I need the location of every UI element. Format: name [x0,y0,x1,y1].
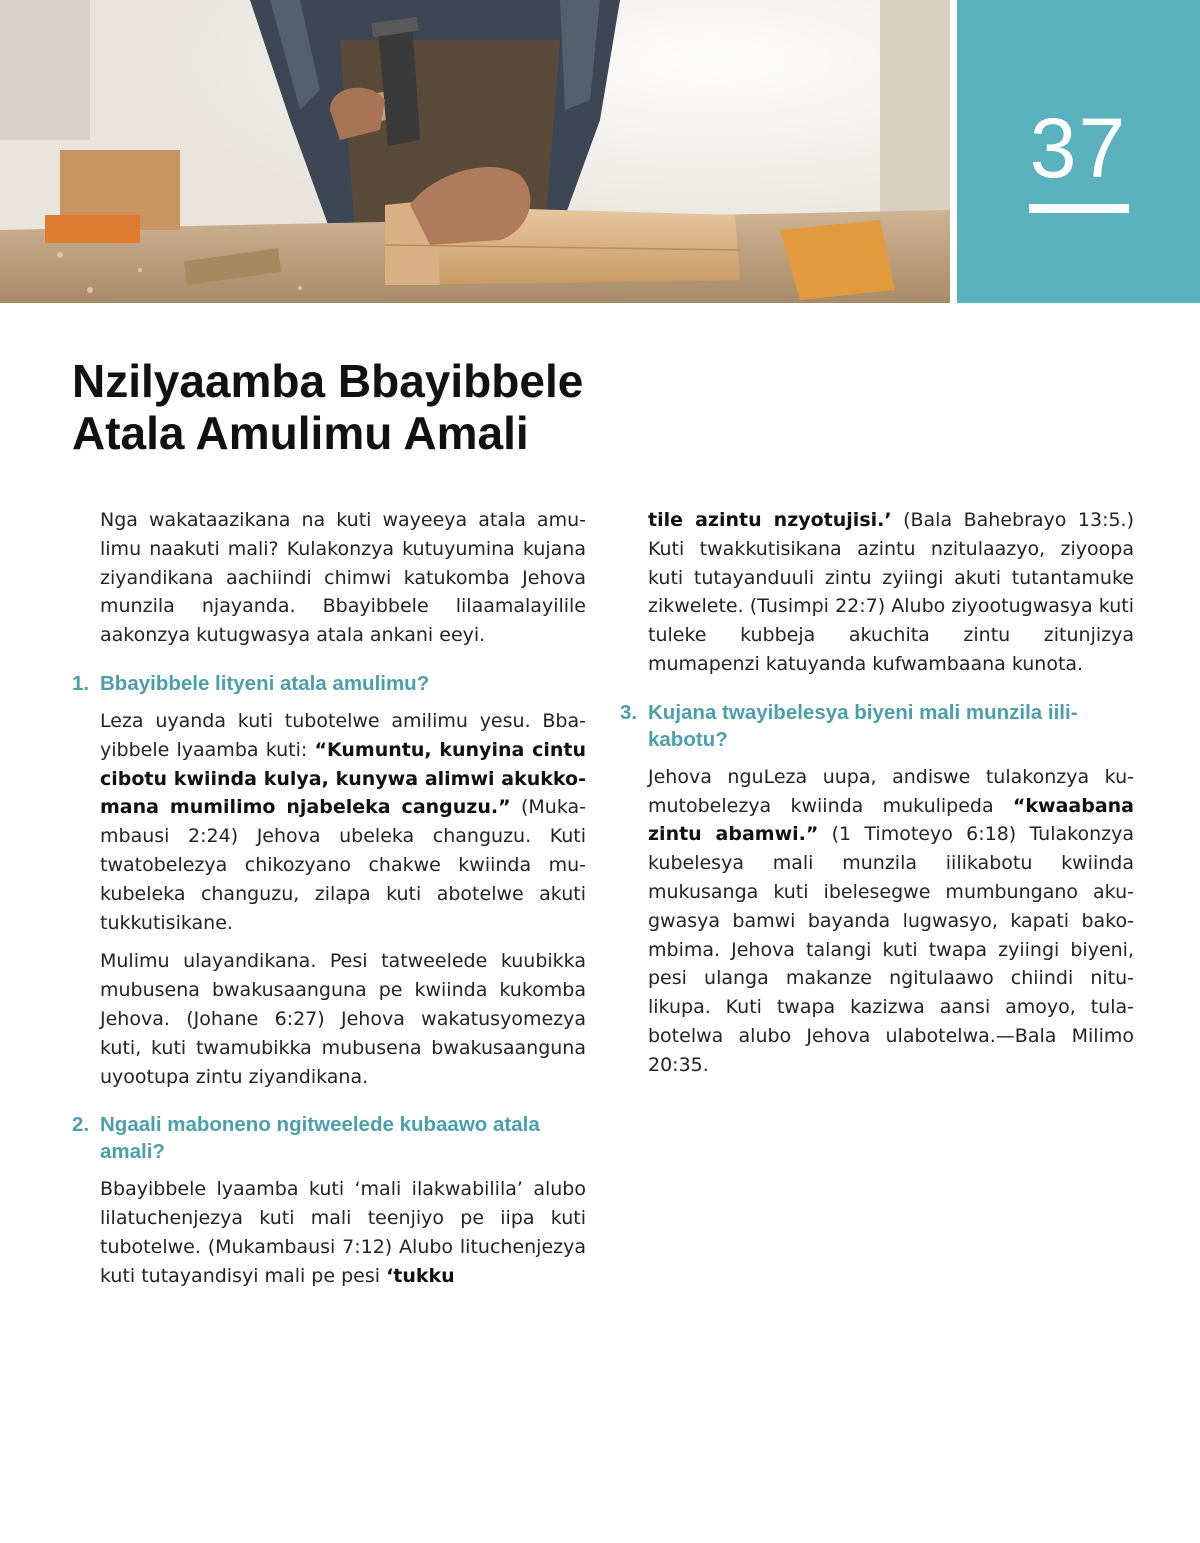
question-3-paragraph-1 [620,763,1134,1080]
intro-paragraph: Nga wakataazikana na kuti wayeeya atala amulimu naakuti mali? Kulakonzya kutuyumina kujana ziyandikana aachiindi chimwi katukomba Jehova munzila njayanda. Bbayibbele lilaamalayilile aakonzya kutugwasya atala ankani eeyi. [100,509,586,647]
q3-p1-text-a: Jehova nguLeza uupa, andiswe tulakonzya kumutobelezya kwiinda mukulipeda [648,765,1134,817]
lesson-title [72,355,772,459]
q1-p1-text-a: Leza uyanda kuti tubotelwe amilimu yesu. Bbayibbele lyaamba kuti: [100,709,586,761]
lesson-number-box [957,0,1200,303]
q1-p1-text-c: (Mukambausi 2:24) Jehova ubeleka changuzu. Kuti twatobelezya chikozyano chakwe kwiinda mukubeleka changuzu, zilapa kuti abotelwe akuti tukkutisikane. [100,796,586,934]
right-column [620,506,1134,1090]
question-2-continuation: tile azintu nzyotujisi.’ (Bala Bahebrayo 13:5.) Kuti twakkutisikana azintu nzitulaazyo, ziyoopa kuti tutayanduuli zintu zyiingi akuti tutantamuke zikwelete. (Tusimpi 22:7) Alubo ziyootugwasya kuti tuleke kubbeja akuchita zintu zitunjizya mumapenzi katuyanda kufwambaana kunota. [648,509,1135,675]
title-line-2: Atala Amulimu Amali [72,407,529,459]
lesson-number: 37 [1029,101,1128,195]
q3-p1-text-c: (1 Timoteyo 6:18) Tulakonzya kubelesya mali munzila iilikabotu kwiinda mukusanga kuti ibelesegwe mumbungano akugwasya bamwi bayanda lugwasyo, kapati bakombima. Jehova talangi kuti twapa zyiingi biyeni, pesi ulanga makanze ngitulaawo chiindi nitulikupa. Kuti twapa kazizwa aansi amoyo, tulabotelwa alubo Jehova ulabotelwa.—Bala Milimo 20:35. [648,823,1135,1076]
q2-continuation-quote: tile azintu nzyotujisi.’ [648,509,892,531]
hero-photo [0,0,950,303]
question-3-text: Kujana twayibelesya biyeni mali munzila iilikabotu? [648,700,1078,751]
carpenter-hammering-photo [0,0,950,303]
question-3-number: 3. [620,700,638,724]
question-2-heading [72,1111,586,1165]
question-2-number: 2. [72,1113,90,1137]
question-2-text: Ngaali maboneno ngitweelede kubaawo atala amali? [100,1113,540,1164]
question-1-paragraph-2: Mulimu ulayandikana. Pesi tatweelede kuubikka mubusena bwakusaanguna pe kwiinda kukomba Jehova. (Johane 6:27) Jehova wakatusyomezya kuti, kuti twamubikka mubusena bwakusaanguna uyootupa zintu ziyandikana. [100,950,586,1088]
question-1-heading [72,670,586,697]
question-1-text: Bbayibbele lityeni atala amulimu? [100,671,430,695]
q1-p1-quote: “Kumuntu, kunyina cintu cibotu kwiinda kulya, kunywa alimwi akukkomana mumilimo njabeleka canguzu.” [100,738,586,819]
question-1-paragraph-1 [72,707,586,937]
lesson-number-underline [1029,204,1129,213]
q2-p1-text-a: Bbayibbele lyaamba kuti ‘mali ilakwabilila’ alubo lilatuchenjezya kuti mali teenjiyo pe iipa kuti tubotelwe. (Mukambausi 7:12) Alubo lituchenjezya kuti tutayandisyi mali pe pesi [100,1178,586,1287]
question-1-number: 1. [72,671,90,695]
question-3-heading [620,699,1134,753]
q2-p1-quote: ‘tukku [386,1264,455,1287]
question-2-paragraph-1 [72,1175,586,1290]
title-line-1: Nzilyaamba Bbayibbele [72,355,584,407]
q3-p1-quote: “kwaabana zintu abamwi.” [648,794,1134,846]
left-column [72,506,586,1301]
